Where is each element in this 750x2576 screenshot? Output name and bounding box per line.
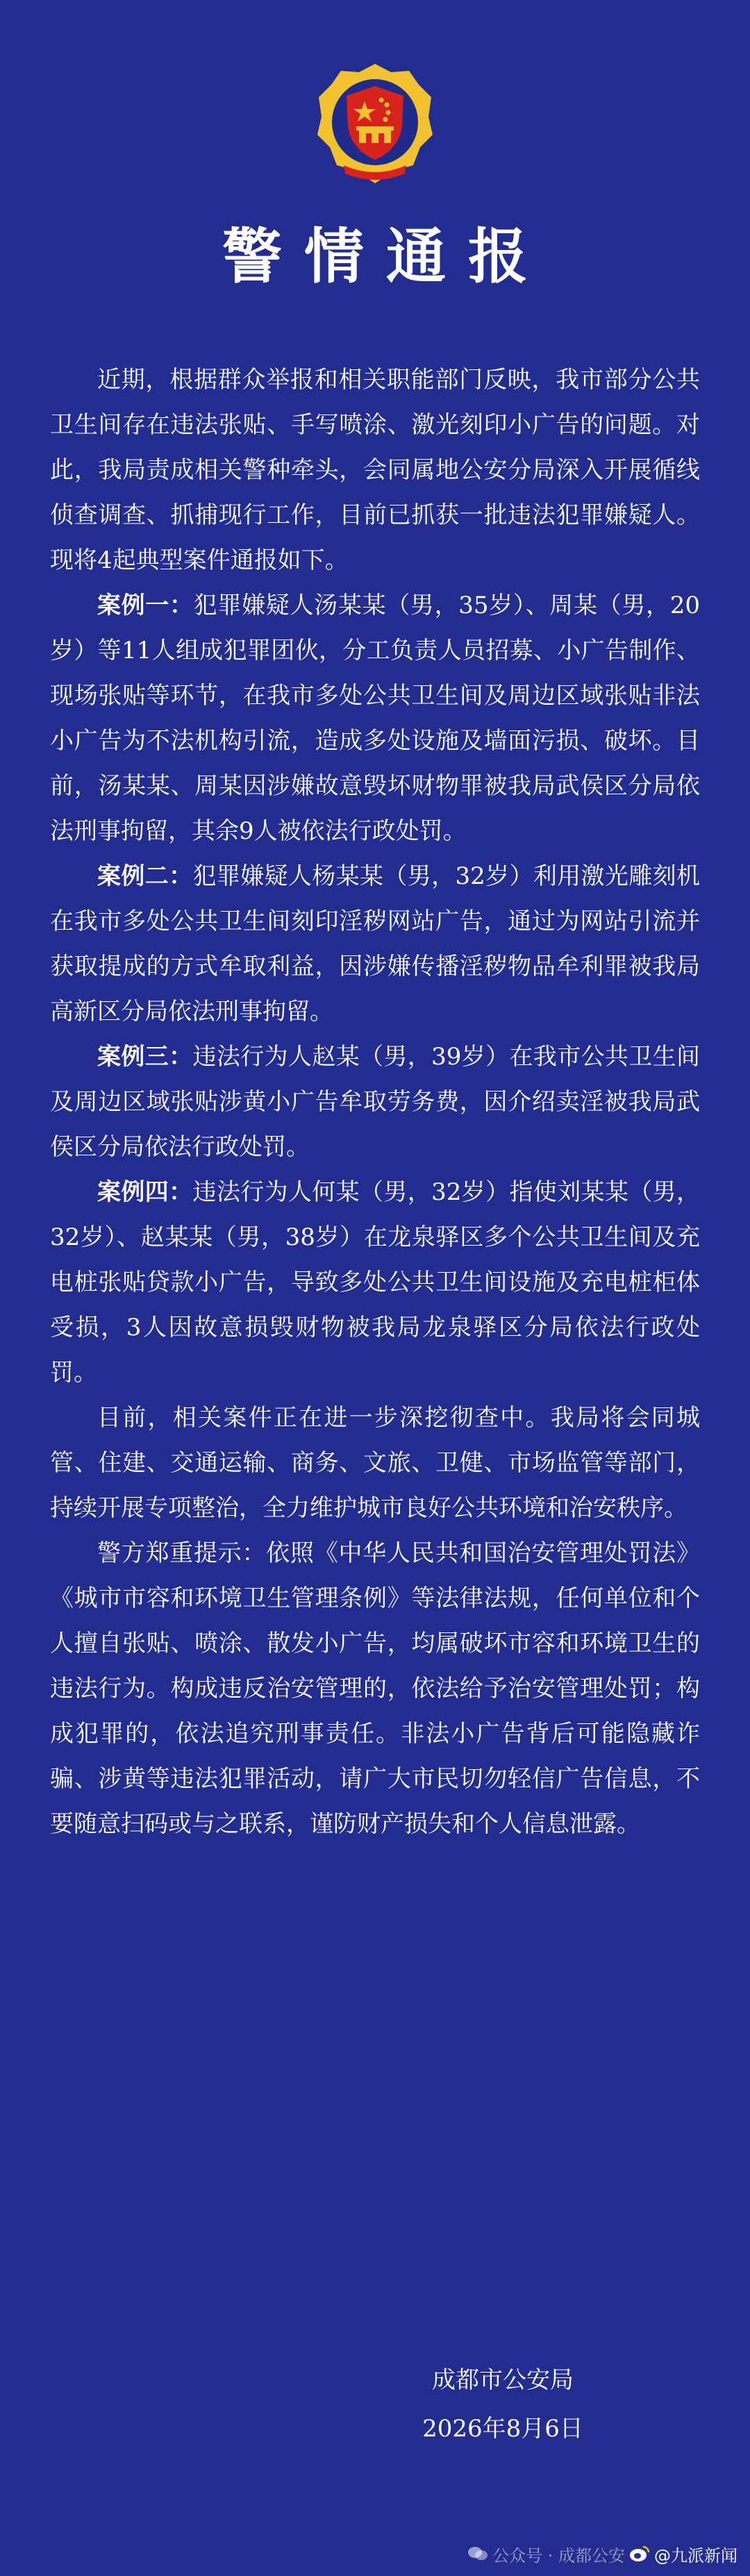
- current-status-paragraph: 目前，相关案件正在进一步深挖彻查中。我局将会同城管、住建、交通运输、商务、文旅、卫健、市场监管等部门，持续开展专项整治，全力维护城市良好公共环境和治安秩序。: [50, 1404, 700, 1522]
- police-emblem-icon: [316, 61, 434, 186]
- case-paragraph: [50, 854, 700, 1035]
- case-text: 犯罪嫌疑人杨某某（男，32岁）利用激光雕刻机在我市多处公共卫生间刻印淫秽网站广告，通过为网站引流并获取提成的方式牟取利益，因涉嫌传播淫秽物品牟利罪被我局高新区分局依法刑事拘留。: [50, 862, 701, 1026]
- case-text: 犯罪嫌疑人汤某某（男，35岁）、周某（男，20岁）等11人组成犯罪团伙，分工负责人员招募、小广告制作、现场张贴等环节，在我市多处公共卫生间及周边区域张贴非法小广告为不法机构引流，造成多处设施及墙面污损、破坏。目前，汤某某、周某因涉嫌故意毁坏财物罪被我局武侯区分局依法刑事拘留，其余9人被依法行政处罚。: [50, 592, 700, 845]
- weibo-source-text: @九派新闻: [654, 2545, 738, 2566]
- case-label: 案例二：: [97, 862, 193, 890]
- case-label: 案例四：: [97, 1178, 193, 1206]
- intro-paragraph: 近期，根据群众举报和相关职能部门反映，我市部分公共卫生间存在违法张贴、手写喷涂、激光刻印小广告的问题。对此，我局责成相关警种牵头，会同属地公安分局深入开展循线侦查调查、抓捕现行工作，目前已抓获一批违法犯罪嫌疑人。现将4起典型案件通报如下。: [50, 366, 700, 574]
- wechat-icon: [467, 2546, 488, 2561]
- case-text: 违法行为人何某（男，32岁）指使刘某某（男，32岁）、赵某某（男，38岁）在龙泉驿区多个公共卫生间及充电桩张贴贷款小广告，导致多处公共卫生间设施及充电桩柜体受损，3人因故意损毁财物被我局龙泉驿区分局依法行政处罚。: [50, 1178, 701, 1387]
- weibo-icon: [629, 2545, 650, 2563]
- notice-title: 警情通报: [222, 222, 550, 292]
- case-text: 违法行为人赵某（男，39岁）在我市公共卫生间及周边区域张贴涉黄小广告牟取劳务费，因介绍卖淫被我局武侯区分局依法行政处罚。: [50, 1043, 701, 1161]
- notice-body: [50, 358, 700, 1847]
- wechat-watermark-text: 公众号 · 成都公安: [492, 2545, 625, 2566]
- case-paragraph: [50, 583, 700, 854]
- case-paragraph: [50, 1035, 700, 1170]
- case-label: 案例一：: [97, 592, 194, 619]
- police-warning-paragraph: 警方郑重提示：依照《中华人民共和国治安管理处罚法》《城市市容和环境卫生管理条例》等法律法规，任何单位和个人擅自张贴、喷涂、散发小广告，均属破坏市容和环境卫生的违法行为。构成违反治安管理的，依法给予治安管理处罚；构成犯罪的，依法追究刑事责任。非法小广告背后可能隐藏诈骗、涉黄等违法犯罪活动，请广大市民切勿轻信广告信息，不要随意扫码或与之联系，谨防财产损失和个人信息泄露。: [50, 1539, 700, 1838]
- case-paragraph: [50, 1170, 700, 1396]
- case-label: 案例三：: [97, 1043, 193, 1071]
- footer-watermark: [467, 2540, 738, 2568]
- issuer-name: 成都市公安局: [432, 2366, 574, 2394]
- issue-date: 2026年8月6日: [422, 2415, 583, 2443]
